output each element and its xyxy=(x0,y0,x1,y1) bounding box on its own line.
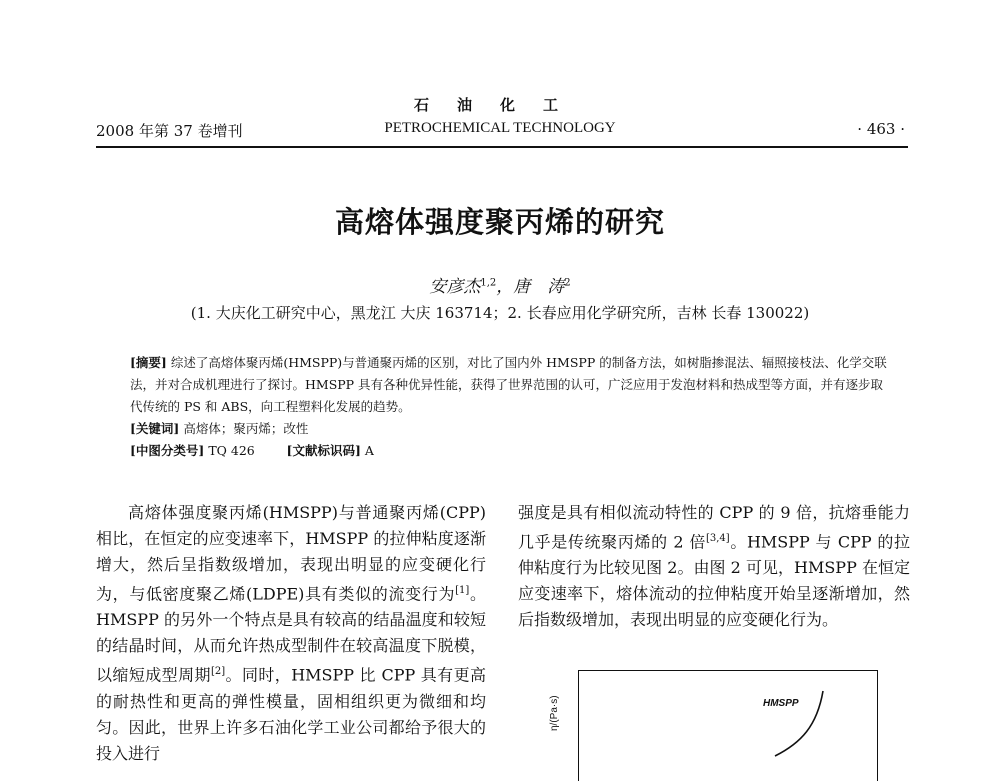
citation-ref[interactable]: [2] xyxy=(210,666,226,678)
class-value: TQ 426 xyxy=(208,443,255,458)
body-text: 强度是具有相似流动特性的 CPP 的 9 倍，抗熔垂能力几乎是传统聚丙烯的 2 倍 xyxy=(518,503,910,552)
page-number: · 463 · xyxy=(857,120,905,138)
citation-ref[interactable]: [3,4] xyxy=(705,533,730,544)
abstract-block xyxy=(130,352,890,462)
body-paragraph xyxy=(518,500,910,633)
journal-name-cn: 石油化工 xyxy=(413,96,586,114)
author-name: 唐 涛 xyxy=(513,277,565,297)
author-affil-mark: 1,2 xyxy=(480,277,497,289)
abstract-label: [摘要] xyxy=(130,355,167,370)
keywords-label: [关键词] xyxy=(130,421,180,436)
figure-plot-area xyxy=(579,671,877,781)
body-text: 高熔体强度聚丙烯(HMSPP)与普通聚丙烯(CPP)相比，在恒定的应变速率下，HMSPP 的拉伸粘度逐渐增大，然后呈指数级增加，表现出明显的应变硬化行为，与低密度聚乙烯(LDPE)具有类似的流变行为 xyxy=(96,503,486,604)
classification-line xyxy=(130,440,890,462)
figure-y-axis-label: η/(Pa·s) xyxy=(549,695,560,731)
author-list xyxy=(0,272,1000,297)
author-separator: ， xyxy=(496,277,514,297)
keywords-line xyxy=(130,418,890,440)
article-title: 高熔体强度聚丙烯的研究 xyxy=(334,205,665,239)
journal-name-en: PETROCHEMICAL TECHNOLOGY xyxy=(384,120,616,136)
doc-code-value: A xyxy=(364,443,374,458)
body-column-right xyxy=(518,500,910,633)
body-text: 。HMSPP 的另外一个特点是具有较高的结晶温度和较短的结晶时间，从而允许热成型制件在较高温度下脱模，以缩短成型周期 xyxy=(96,584,486,685)
doc-code-label: [文献标识码] xyxy=(286,443,361,458)
citation-ref[interactable]: [1] xyxy=(455,585,470,596)
affiliations: (1. 大庆化工研究中心，黑龙江 大庆 163714；2. 长春应用化学研究所，吉林 长春 130022) xyxy=(190,304,810,322)
figure-2-plot xyxy=(549,670,878,781)
header-rule xyxy=(96,146,908,148)
keywords-text: 高熔体；聚丙烯；改性 xyxy=(183,421,309,436)
body-paragraph xyxy=(96,500,486,767)
body-text: 。HMSPP 与 CPP 的拉伸粘度行为比较见图 2。由图 2 可见，HMSPP 在恒定应变速率下，熔体流动的拉伸粘度开始呈逐渐增加，然后指数级增加，表现出明显的应变硬化行为。 xyxy=(518,532,910,630)
body-column-left xyxy=(96,500,486,767)
abstract-text: 综述了高熔体聚丙烯(HMSPP)与普通聚丙烯的区别，对比了国内外 HMSPP 的制备方法，如树脂掺混法、辐照接枝法、化学交联法，并对合成机理进行了探讨。HMSPP 具有各种优异性能，获得了世界范围的认可，广泛应用于发泡材料和热成型等方面，并有逐步取代传统的 PS 和 ABS，向工程塑料化发展的趋势。 xyxy=(130,355,887,414)
issue-info: 2008 年第 37 卷增刊 xyxy=(96,122,243,140)
author-name: 安彦杰 xyxy=(429,277,481,297)
class-label: [中图分类号] xyxy=(130,443,205,458)
figure-curve-label: HMSPP xyxy=(763,698,799,709)
abstract-paragraph xyxy=(130,352,890,418)
body-text: 。同时，HMSPP 比 CPP 具有更高的耐热性和更高的弹性模量，固相组织更为微细和均匀。因此，世界上许多石油化学工业公司都给予很大的投入进行 xyxy=(96,665,486,763)
author-affil-mark: 2 xyxy=(564,277,571,289)
